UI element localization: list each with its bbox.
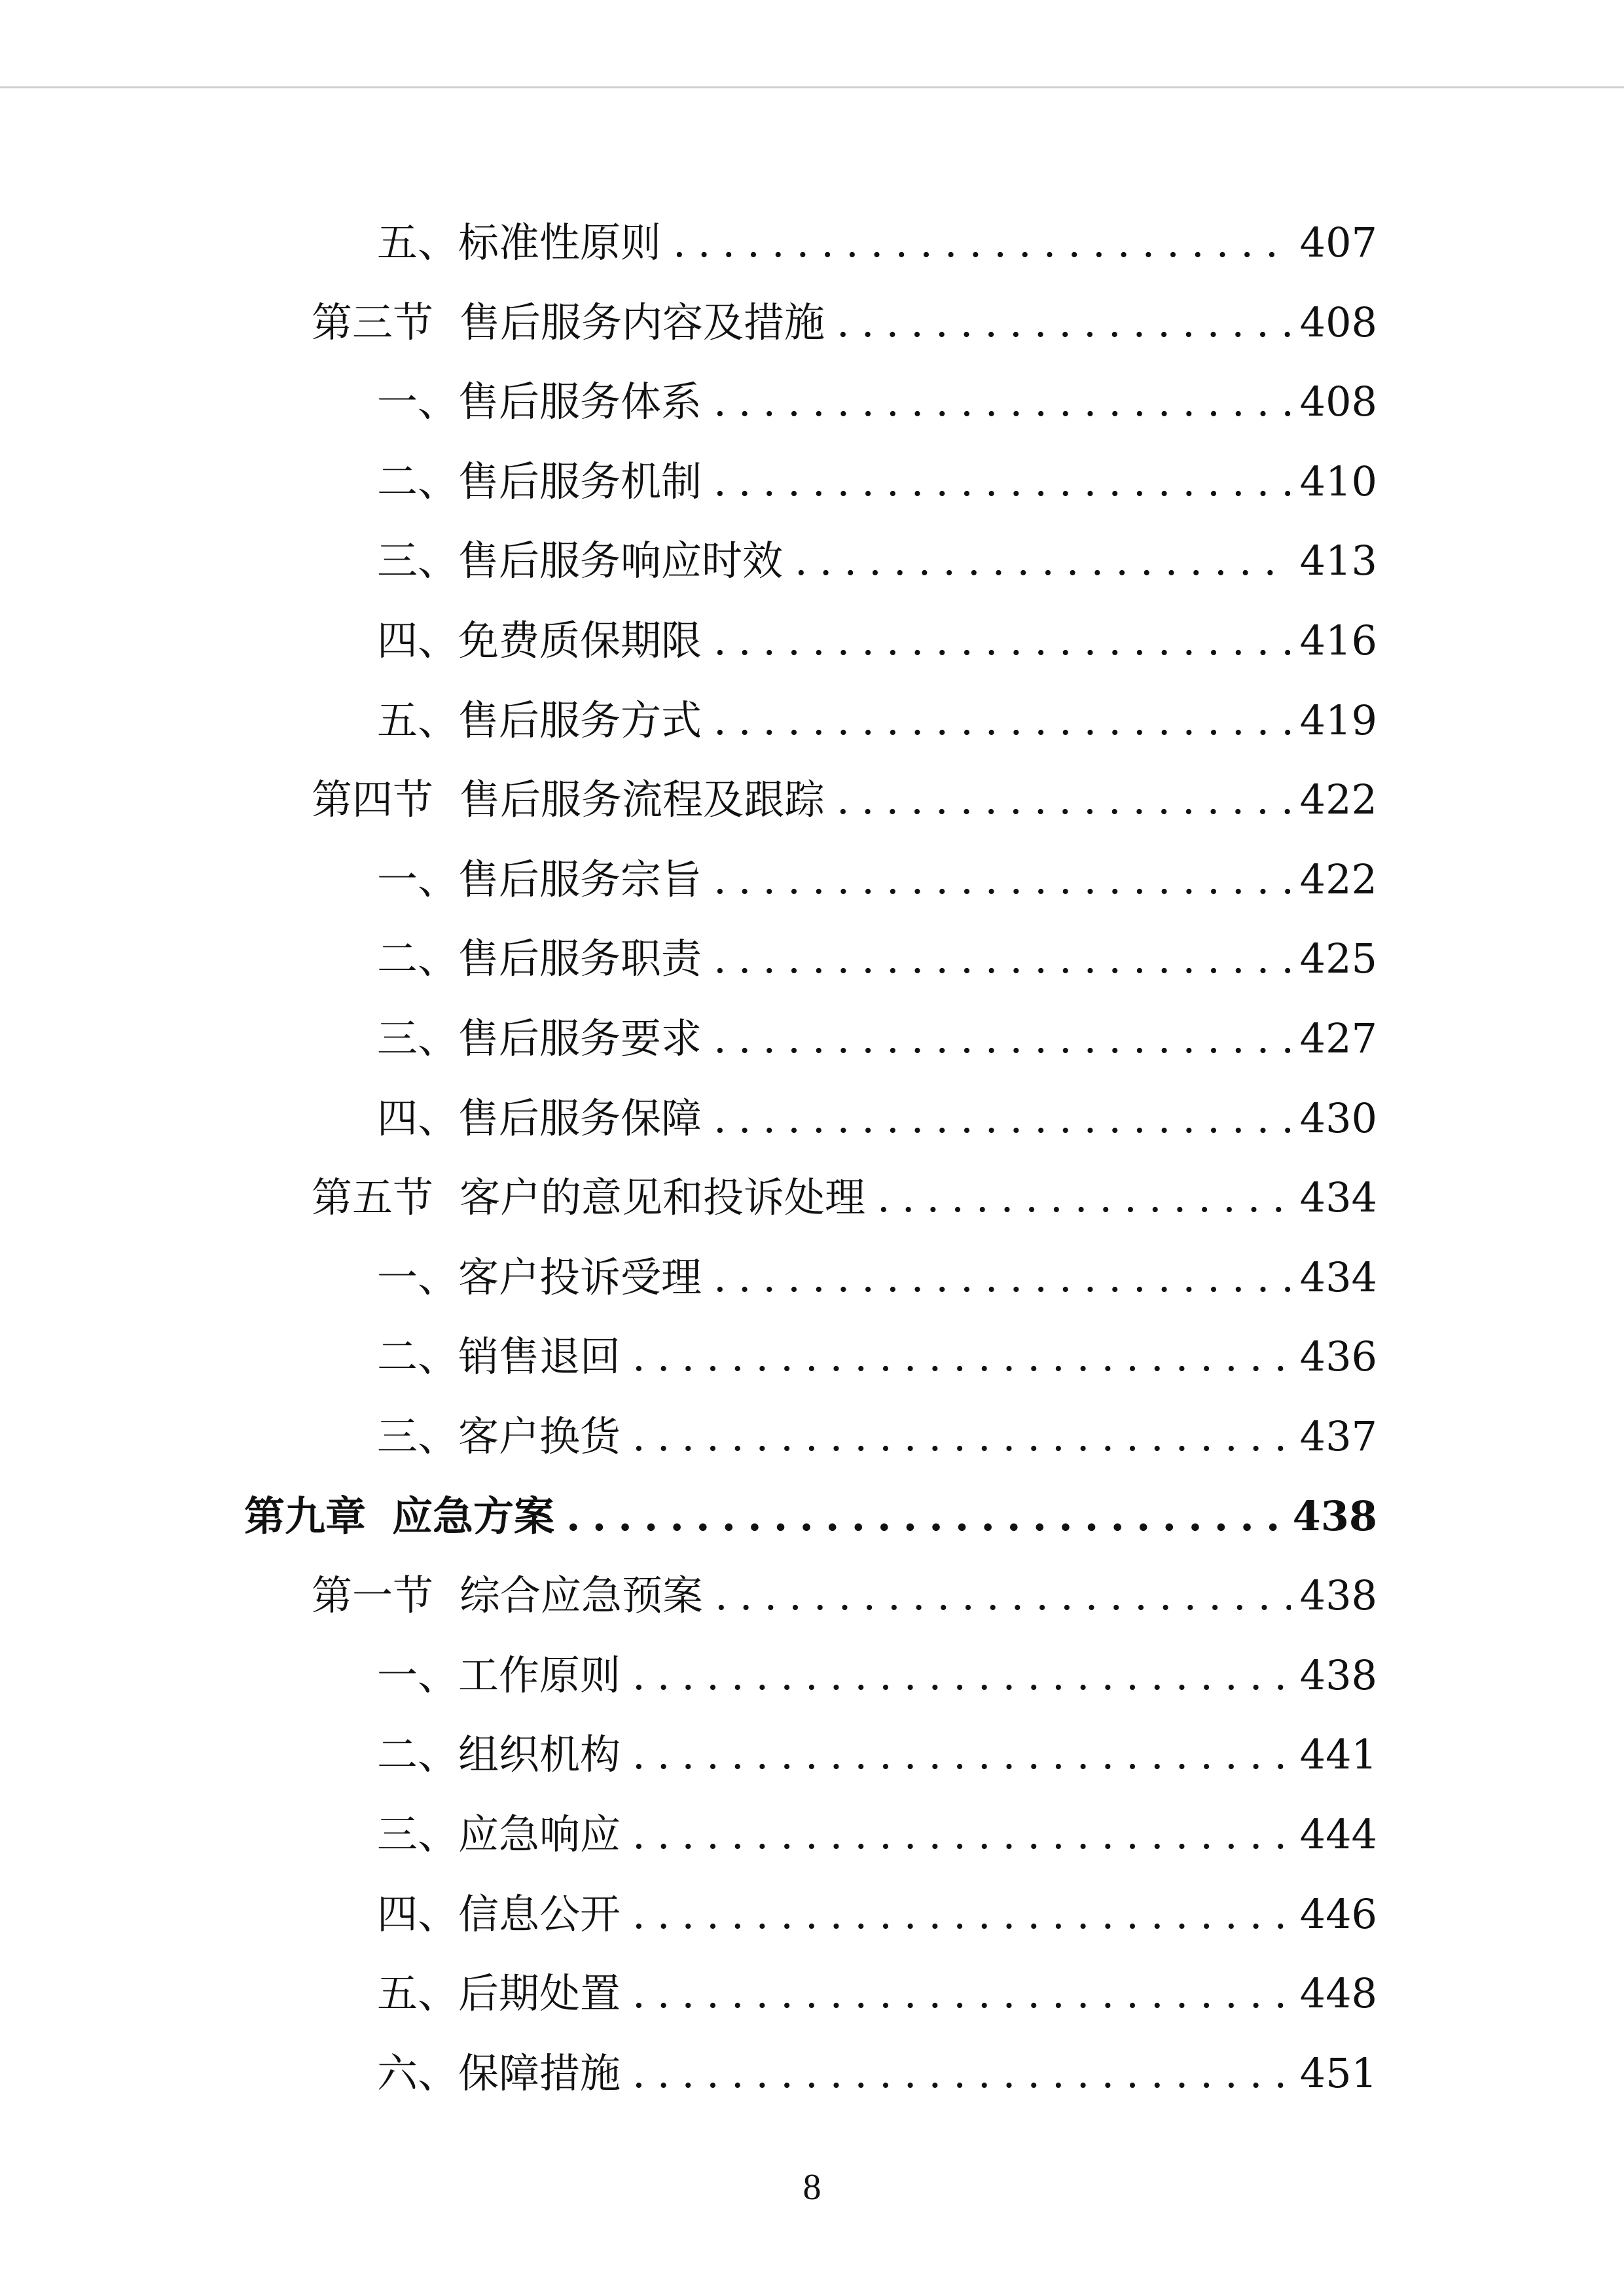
toc-entry-title xyxy=(377,521,783,601)
toc-entry-label: 第一节 xyxy=(312,1571,434,1619)
toc-item-entry xyxy=(377,521,1377,601)
toc-dot-leader xyxy=(713,1079,1291,1158)
toc-page-number: 408 xyxy=(1299,298,1377,346)
toc-entry-label: 一、售后服务体系 xyxy=(377,378,702,425)
toc-entry-label: 二、销售退回 xyxy=(377,1333,621,1380)
toc-dot-leader xyxy=(713,1238,1291,1318)
toc-entry-label: 五、售后服务方式 xyxy=(377,696,702,744)
toc-entry-title xyxy=(377,601,702,681)
toc-entry-title xyxy=(377,1636,621,1715)
toc-page-number: 416 xyxy=(1299,617,1377,664)
toc-dot-leader xyxy=(632,1636,1291,1715)
toc-entry-label: 三、售后服务要求 xyxy=(377,1014,702,1062)
toc-dot-leader xyxy=(713,840,1291,920)
toc-entry-title xyxy=(377,1397,621,1477)
toc-entry-subtitle: 客户的意见和投诉处理 xyxy=(460,1174,866,1221)
header-rule xyxy=(0,86,1624,88)
toc-dot-leader xyxy=(632,1874,1291,1954)
toc-item-entry xyxy=(377,362,1377,442)
toc-entry-label: 二、售后服务机制 xyxy=(377,457,702,505)
toc-page-number: 422 xyxy=(1299,776,1377,823)
toc-entry-label: 五、后期处置 xyxy=(377,1969,621,2017)
toc-entry-title xyxy=(377,2034,621,2113)
toc-entry-title xyxy=(377,681,702,761)
toc-entry-title xyxy=(377,919,702,999)
toc-section-entry xyxy=(312,1556,1377,1636)
toc-dot-leader xyxy=(877,1158,1291,1238)
toc-dot-leader xyxy=(837,283,1291,363)
toc-dot-leader xyxy=(837,760,1291,840)
toc-dot-leader xyxy=(632,2034,1291,2113)
toc-item-entry xyxy=(377,601,1377,681)
toc-item-entry xyxy=(377,1954,1377,2034)
toc-entry-title xyxy=(377,203,661,283)
toc-item-entry xyxy=(377,1795,1377,1874)
toc-entry-label: 三、应急响应 xyxy=(377,1810,621,1858)
toc-entry-label: 六、保障措施 xyxy=(377,2049,621,2097)
toc-page-number: 430 xyxy=(1299,1094,1377,1142)
toc-page-number: 436 xyxy=(1299,1333,1377,1380)
toc-entry-label: 二、售后服务职责 xyxy=(377,935,702,982)
toc-dot-leader xyxy=(632,1954,1291,2034)
toc-entry-title xyxy=(377,362,702,442)
toc-item-entry xyxy=(377,2034,1377,2113)
toc-entry-label: 第五节 xyxy=(312,1174,434,1221)
toc-section-entry xyxy=(312,283,1377,363)
toc-page-number: 422 xyxy=(1299,855,1377,903)
toc-item-entry xyxy=(377,840,1377,920)
toc-page-number: 434 xyxy=(1299,1253,1377,1301)
toc-entry-label: 三、客户换货 xyxy=(377,1412,621,1460)
toc-page-number: 425 xyxy=(1299,935,1377,982)
toc-item-entry xyxy=(377,681,1377,761)
toc-page-number: 438 xyxy=(1299,1571,1377,1619)
toc-entry-title xyxy=(377,1874,621,1954)
toc-entry-title xyxy=(377,1795,621,1874)
toc-dot-leader xyxy=(632,1715,1291,1795)
toc-dot-leader xyxy=(713,601,1291,681)
toc-entry-title xyxy=(377,1715,621,1795)
toc-page-number: 437 xyxy=(1299,1412,1377,1460)
toc-item-entry xyxy=(377,1636,1377,1715)
toc-entry-title xyxy=(377,1238,702,1318)
toc-entry-title xyxy=(312,1158,865,1238)
toc-dot-leader xyxy=(715,1556,1291,1636)
toc-dot-leader xyxy=(632,1795,1291,1874)
toc-dot-leader xyxy=(713,681,1291,761)
toc-entry-label: 四、免费质保期限 xyxy=(377,617,702,664)
toc-page-number: 434 xyxy=(1299,1174,1377,1221)
toc-dot-leader xyxy=(713,442,1291,522)
toc-item-entry xyxy=(377,1317,1377,1397)
toc-page-number: 444 xyxy=(1299,1810,1377,1858)
toc-page-number: 441 xyxy=(1299,1731,1377,1778)
toc-entry-title xyxy=(312,1556,703,1636)
toc-section-entry xyxy=(312,1158,1377,1238)
toc-dot-leader xyxy=(632,1317,1291,1397)
toc-entry-subtitle: 售后服务内容及措施 xyxy=(460,298,825,346)
toc-dot-leader xyxy=(713,362,1291,442)
page-number: 8 xyxy=(803,2167,821,2208)
toc-entry-subtitle: 应急方案 xyxy=(392,1492,555,1540)
toc-dot-leader xyxy=(713,999,1291,1079)
toc-page-number: 408 xyxy=(1299,378,1377,425)
toc-page-number: 407 xyxy=(1299,219,1377,266)
toc-item-entry xyxy=(377,1874,1377,1954)
toc-page-number: 427 xyxy=(1299,1014,1377,1062)
toc-entry-label: 第九章 xyxy=(244,1492,367,1540)
toc-chapter-entry xyxy=(244,1477,1377,1556)
toc-entry-title xyxy=(377,1079,702,1158)
toc-item-entry xyxy=(377,442,1377,522)
toc-entry-subtitle: 售后服务流程及跟踪 xyxy=(460,776,825,823)
toc-page-number: 410 xyxy=(1299,457,1377,505)
toc-item-entry xyxy=(377,203,1377,283)
toc-entry-label: 第三节 xyxy=(312,298,434,346)
toc-entry-title xyxy=(244,1477,554,1556)
toc-dot-leader xyxy=(566,1477,1284,1556)
toc-dot-leader xyxy=(795,521,1291,601)
toc-item-entry xyxy=(377,919,1377,999)
toc-entry-title xyxy=(377,1954,621,2034)
toc-entry-label: 四、售后服务保障 xyxy=(377,1094,702,1142)
toc-item-entry xyxy=(377,1397,1377,1477)
toc-item-entry xyxy=(377,999,1377,1079)
toc-page-number: 419 xyxy=(1299,696,1377,744)
toc-page-number: 438 xyxy=(1292,1492,1377,1540)
toc-entry-label: 四、信息公开 xyxy=(377,1890,621,1938)
toc-entry-title xyxy=(377,442,702,522)
toc-entry-label: 三、售后服务响应时效 xyxy=(377,537,784,584)
toc-page-number: 451 xyxy=(1299,2049,1377,2097)
toc-entry-label: 二、组织机构 xyxy=(377,1731,621,1778)
toc-entry-title xyxy=(377,840,702,920)
toc-entry-label: 一、工作原则 xyxy=(377,1651,621,1699)
toc-item-entry xyxy=(377,1715,1377,1795)
toc-dot-leader xyxy=(632,1397,1291,1477)
toc-entry-label: 五、标准性原则 xyxy=(377,219,662,266)
toc-entry-title xyxy=(377,999,702,1079)
toc-section-entry xyxy=(312,760,1377,840)
toc-page-number: 448 xyxy=(1299,1969,1377,2017)
toc-entry-title xyxy=(312,283,825,363)
toc-entry-label: 一、售后服务宗旨 xyxy=(377,855,702,903)
toc-page-number: 446 xyxy=(1299,1890,1377,1938)
toc-entry-label: 一、客户投诉受理 xyxy=(377,1253,702,1301)
toc-item-entry xyxy=(377,1079,1377,1158)
toc-entry-label: 第四节 xyxy=(312,776,434,823)
toc-page-number: 438 xyxy=(1299,1651,1377,1699)
toc-entry-subtitle: 综合应急预案 xyxy=(460,1571,704,1619)
toc-entry-title xyxy=(377,1317,621,1397)
toc-page-number: 413 xyxy=(1299,537,1377,584)
toc-entry-title xyxy=(312,760,825,840)
toc-dot-leader xyxy=(713,919,1291,999)
toc-dot-leader xyxy=(673,203,1291,283)
toc-item-entry xyxy=(377,1238,1377,1318)
